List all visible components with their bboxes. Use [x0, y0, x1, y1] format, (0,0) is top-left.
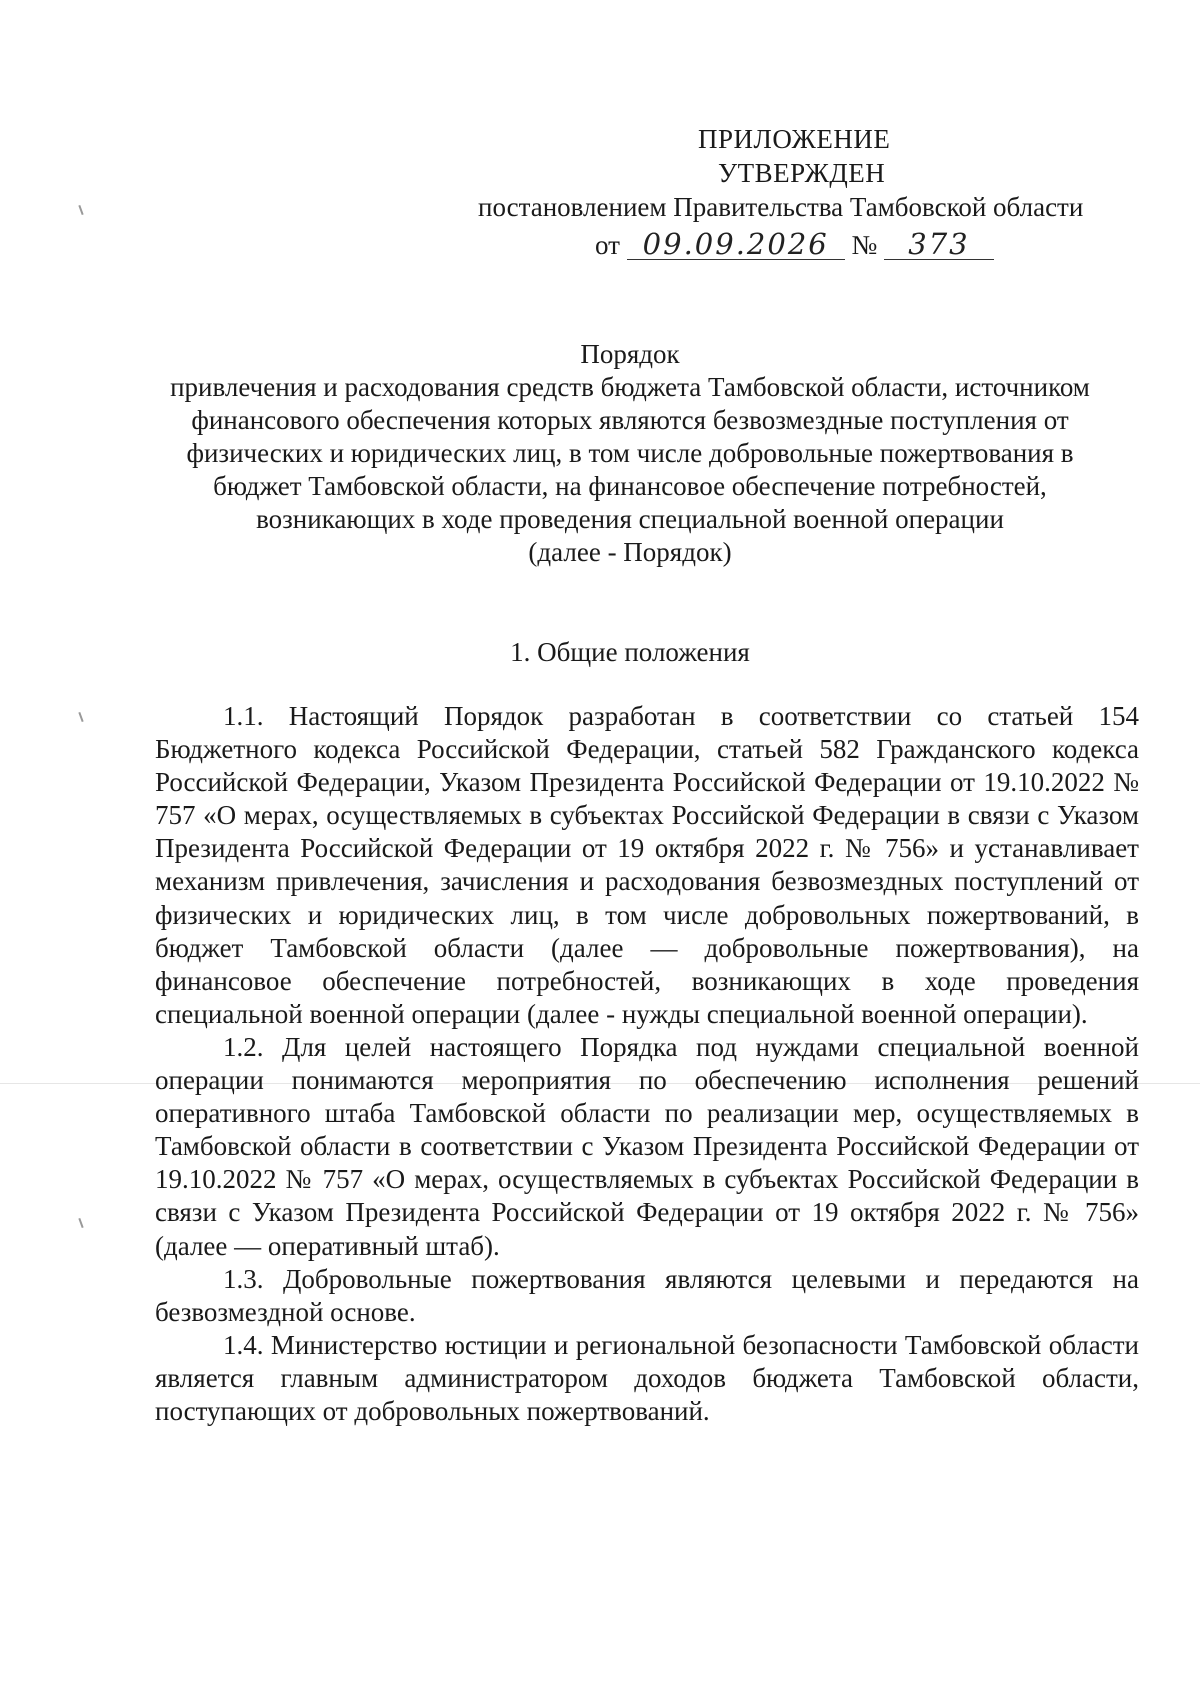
- number-prefix: №: [851, 230, 878, 260]
- paragraph-1-3: 1.3. Добровольные пожертвования являются целевыми и передаются на безвозмездной основе.: [155, 1263, 1139, 1327]
- title-heading: Порядок: [580, 339, 680, 369]
- date-prefix: от: [595, 230, 620, 260]
- handwritten-number: 373: [884, 229, 994, 260]
- title-line: (далее - Порядок): [528, 537, 732, 567]
- paragraph-1-1: 1.1. Настоящий Порядок разработан в соответствии со статьей 154 Бюджетного кодекса Российской Федерации, статьей 582 Гражданского кодекса Российской Федерации, Указом Президента Российской Федерации от 19.10.2022 № 757 «О мерах, осуществляемых в субъектах Российской Федерации в связи с Указом Президента Российской Федерации от 19 октября 2022 г. № 756» и устанавливает механизм привлечения, зачисления и расходования безвозмездных поступлений от физических и юридических лиц, в том числе добровольных пожертвований, в бюджет Тамбовской области (далее — добровольные пожертвования), на финансовое обеспечение потребностей, возникающих в ходе проведения специальной военной операции (далее - нужды специальной военной операции).: [155, 701, 1139, 1029]
- paragraph-1-4: 1.4. Министерство юстиции и региональной безопасности Тамбовской области является главным администратором доходов бюджета Тамбовской области, поступающих от добровольных пожертвований.: [155, 1329, 1139, 1426]
- paragraph-1-2: 1.2. Для целей настоящего Порядка под нуждами специальной военной операции понимаются мероприятия по обеспечению исполнения решений оперативного штаба Тамбовской области по реализации мер, осуществляемых в Тамбовской области в соответствии с Указом Президента Российской Федерации от 19.10.2022 № 757 «О мерах, осуществляемых в субъектах Российской Федерации в связи с Указом Президента Российской Федерации от 19 октября 2022 г. № 756» (далее — оперативный штаб).: [155, 1031, 1139, 1261]
- title-line: привлечения и расходования средств бюджета Тамбовской области, источником: [170, 372, 1090, 402]
- approved-label: УТВЕРЖДЕН: [718, 158, 886, 188]
- title-line: бюджет Тамбовской области, на финансовое обеспечение потребностей,: [213, 471, 1047, 501]
- decree-line: постановлением Правительства Тамбовской области: [478, 192, 1084, 222]
- section-heading: 1. Общие положения: [510, 637, 750, 667]
- handwritten-date: 09.09.2026: [627, 229, 845, 260]
- title-line: физических и юридических лиц, в том числе добровольные пожертвования в: [186, 438, 1074, 468]
- document-title: [120, 338, 1140, 569]
- date-number-line: [595, 228, 1130, 262]
- title-line: возникающих в ходе проведения специальной военной операции: [256, 504, 1004, 534]
- scan-artifact-mark: [78, 712, 83, 722]
- appendix-label: ПРИЛОЖЕНИЕ: [698, 124, 891, 154]
- scan-artifact-mark: [78, 1218, 83, 1228]
- scan-artifact-mark: [78, 205, 83, 215]
- approval-block: [470, 122, 1130, 262]
- section-body: [155, 700, 1139, 1428]
- title-line: финансового обеспечения которых являются безвозмездные поступления от: [191, 405, 1069, 435]
